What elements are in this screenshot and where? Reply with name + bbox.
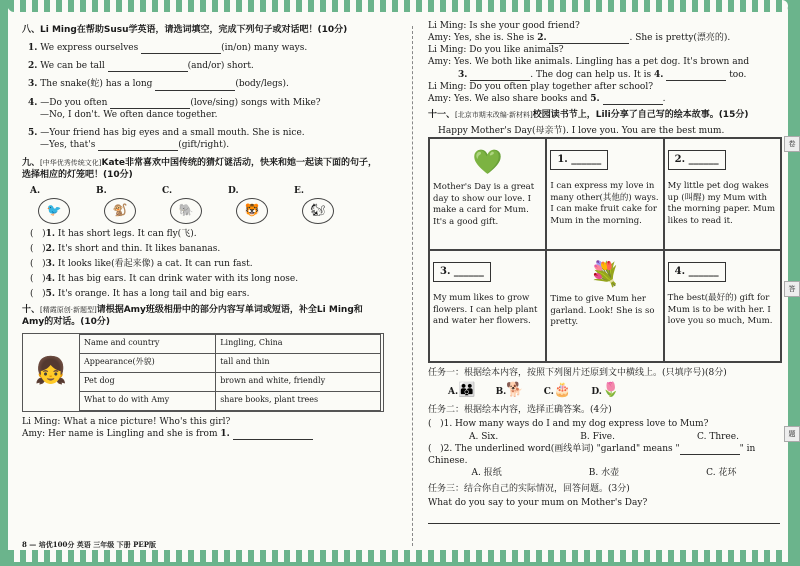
squirrel-lantern-icon: 🐿 (302, 198, 334, 224)
picture-story (428, 137, 782, 363)
answer-box[interactable]: 1. ______ (550, 150, 608, 170)
bird-lantern-icon: 🐦 (38, 198, 70, 224)
lantern-e: E. 🐿 (294, 185, 340, 223)
answer-box[interactable]: 4. ______ (668, 262, 726, 282)
question-3: 3. The snake(蛇) has a long (body/legs). (28, 79, 289, 90)
story-cell: 2. ______ My little pet dog wakes up (叫醒) my Mum with the morning paper. Mum likes to read it. (664, 138, 781, 250)
dialogue-line: Li Ming: What a nice picture! Who's this girl? (22, 416, 231, 427)
girl-picture-icon: 👧 (34, 356, 68, 387)
mc-question-1[interactable]: ( )1. How many ways do I and my dog express love to Mum? (428, 419, 709, 430)
section-9-title: 九、[中华优秀传统文化]Kate非常喜欢中国传统的猜灯谜活动，快来和她一起读下面的句子，选择相应的灯笼吧！(10分) (22, 158, 377, 181)
answer-blank[interactable] (110, 99, 190, 109)
table-row: Name and country Lingling, China (80, 334, 381, 353)
section-8-title: 八、Li Ming在帮助Susu学英语，请选词填空，完成下列句子或对话吧！(10分) (22, 25, 348, 35)
mc-options-2: A. 报纸 B. 水壶 C. 花环 (471, 468, 737, 478)
page-footer: 8 — 培优100分 英语 三年级 下册 PEP版 (22, 540, 156, 549)
story-cell: 4. ______ The best(最好的) gift for Mum is to be with her. I love you so much, Mum. (664, 250, 781, 362)
story-cell: 3. ______ My mum likes to grow flowers. I can help plant and water her flowers. (429, 250, 546, 362)
tiger-lantern-icon: 🐯 (236, 198, 268, 224)
answer-blank[interactable] (680, 445, 740, 455)
question-4: 4. —Do you often (love/sing) songs with Mike? —No, I don't. We often dance together. (28, 97, 321, 120)
table-row: What to do with Amy share books, plant trees (80, 391, 381, 410)
dialogue-line: Li Ming: Do you often play together after school? (428, 81, 654, 92)
story-subtitle: Happy Mother's Day(母亲节). I love you. You are the best mum. (438, 126, 725, 137)
flower-picture-icon: 🌷 (601, 382, 620, 399)
lantern-d: D. 🐯 (228, 185, 274, 223)
heart-card-icon: 💚 (472, 148, 503, 177)
answer-blank[interactable] (666, 71, 726, 81)
story-cell: 1. ______ I can express my love in many other(其他的) ways. I can make fruit cake for Mum in the morning. (546, 138, 663, 250)
answer-blank[interactable] (108, 62, 188, 72)
lantern-options (30, 185, 382, 223)
side-tab: 题 (784, 426, 800, 442)
answer-blank[interactable] (141, 44, 221, 54)
story-cell: 💐 Time to give Mum her garland. Look! She is so pretty. (546, 250, 663, 362)
answer-blank[interactable] (98, 141, 178, 151)
lantern-c: C. 🐘 (162, 185, 208, 223)
task-3-question: What do you say to your mum on Mother's Day? (428, 498, 648, 509)
answer-box[interactable]: 2. ______ (668, 150, 726, 170)
task-3: 任务三：结合你自己的实际情况，回答问题。(3分) (428, 484, 630, 495)
dialogue-line: Amy: Her name is Lingling and she is from 1. (22, 428, 382, 440)
bottom-border (8, 550, 788, 562)
monkey-lantern-icon: 🐒 (104, 198, 136, 224)
task-1: 任务一：根据绘本内容，按照下列图片还原到文中横线上。(只填序号)(8分) (428, 368, 727, 379)
dialogue-line: Li Ming: Is she your good friend? (428, 21, 580, 31)
lantern-b: B. 🐒 (96, 185, 142, 223)
answer-blank[interactable] (470, 71, 530, 81)
mc-question-2[interactable]: ( )2. The underlined word(画线单词) "garland" means " " in Chinese. (428, 443, 756, 466)
table-row: Appearance(外貌) tall and thin (80, 353, 381, 372)
story-cell: 💚 Mother's Day is a great day to show our love. I make a card for Mum. It's a good gift. (429, 138, 546, 250)
family-picture-icon: 👪 (458, 382, 476, 399)
left-column (22, 20, 382, 440)
question-5: 5. —Your friend has big eyes and a small mouth. She is nice. —Yes, that's (gift/right). (28, 127, 305, 150)
match-item[interactable]: ( )5. It's orange. It has a long tail and big ears. (30, 289, 250, 300)
worksheet-page (8, 6, 796, 556)
task-1-pictures: A.👪 B.🐕 C.🎂 D.🌷 (448, 382, 620, 399)
dialogue-line: Amy: Yes, she is. She is 2. . She is pretty(漂亮的). (428, 33, 731, 44)
answer-line[interactable] (428, 509, 780, 524)
section-10-title: 十、[精霞原创·新题型]请根据Amy班级相册中的部分内容写单词或短语，补全Li Ming和Amy的对话。(10分) (22, 305, 363, 328)
garland-gift-icon: 💐 (590, 260, 620, 289)
right-column (428, 20, 780, 524)
dog-picture-icon: 🐕 (506, 382, 524, 399)
dialogue-line: Li Ming: Do you like animals? (428, 45, 564, 56)
mc-options-1: A. Six. B. Five. C. Three. (469, 431, 739, 442)
question-2: 2. We can be tall (and/or) short. (28, 61, 254, 72)
answer-blank[interactable] (549, 34, 629, 44)
task-2: 任务二：根据绘本内容，选择正确答案。(4分) (428, 405, 612, 416)
match-item[interactable]: ( )3. It looks like(看起来像) a cat. It can run fast. (30, 258, 253, 269)
match-item[interactable]: ( )1. It has short legs. It can fly(飞). (30, 228, 197, 239)
lantern-a: A. 🐦 (30, 185, 76, 223)
question-1: 1. We express ourselves (in/on) many ways. (28, 43, 308, 54)
dialogue-line: Amy: Yes. We both like animals. Lingling has a pet dog. It's brown and 3. . The dog can help us. It is 4. too. (428, 57, 750, 80)
answer-blank[interactable] (603, 95, 663, 105)
match-item[interactable]: ( )4. It has big ears. It can drink water with its long nose. (30, 273, 299, 284)
dialogue-line: Amy: Yes. We also share books and 5. . (428, 93, 666, 104)
cake-picture-icon: 🎂 (553, 382, 572, 399)
album-table (22, 333, 384, 412)
side-tab: 答 (784, 281, 800, 297)
section-11-title: 十一、[北京市期末改编·新材料]校园读书节上，Lili分享了自己写的绘本故事。(15分) (428, 109, 749, 120)
elephant-lantern-icon: 🐘 (170, 198, 202, 224)
column-divider (412, 26, 414, 546)
table-row: Pet dog brown and white, friendly (80, 372, 381, 391)
match-item[interactable]: ( )2. It's short and thin. It likes bananas. (30, 243, 221, 254)
answer-blank[interactable] (155, 81, 235, 91)
answer-box[interactable]: 3. ______ (433, 262, 491, 282)
top-border (8, 0, 788, 12)
answer-blank[interactable] (233, 430, 313, 440)
side-tab: 卷 (784, 136, 800, 152)
